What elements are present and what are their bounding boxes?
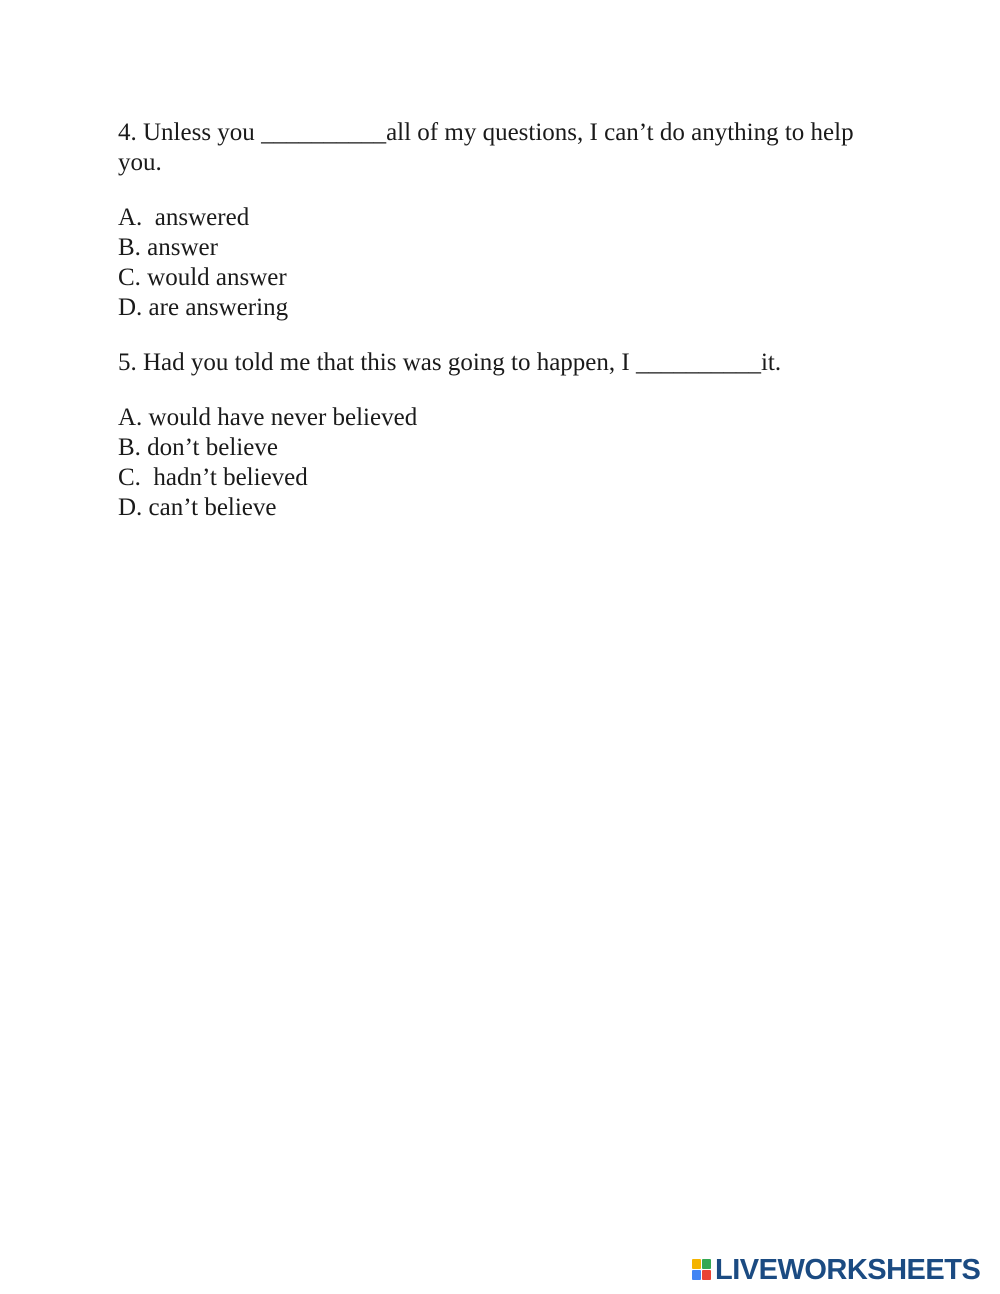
question-4-text-before: 4. Unless you: [118, 119, 262, 146]
question-4-text-after: all of my questions, I can’t do anything to help you.: [118, 119, 854, 176]
question-5-options: [118, 403, 878, 523]
question-5-option-d[interactable]: D. can’t believe: [118, 494, 277, 521]
question-4-stem: [118, 118, 878, 178]
worksheet-content: [118, 118, 878, 548]
question-4-options: [118, 203, 878, 323]
question-4-option-c[interactable]: C. would answer: [118, 264, 287, 291]
question-4-option-d[interactable]: D. are answering: [118, 294, 289, 321]
question-5-text-after: it.: [760, 349, 782, 376]
liveworksheets-logo: [692, 1255, 980, 1285]
question-4-blank[interactable]: __________: [261, 119, 387, 146]
question-4-option-b[interactable]: B. answer: [118, 234, 218, 261]
question-5-option-b[interactable]: B. don’t believe: [118, 434, 278, 461]
question-5-option-c[interactable]: C. hadn’t believed: [118, 464, 308, 491]
liveworksheets-logo-text: LIVEWORKSHEETS: [715, 1254, 981, 1286]
question-4-option-a[interactable]: A. answered: [118, 204, 250, 231]
liveworksheets-logo-icon: [692, 1259, 712, 1281]
question-5-option-a[interactable]: A. would have never believed: [118, 404, 418, 431]
question-5-stem: [118, 348, 878, 378]
question-5-blank[interactable]: __________: [635, 349, 761, 376]
question-5-text-before: 5. Had you told me that this was going to happen, I: [118, 349, 636, 376]
